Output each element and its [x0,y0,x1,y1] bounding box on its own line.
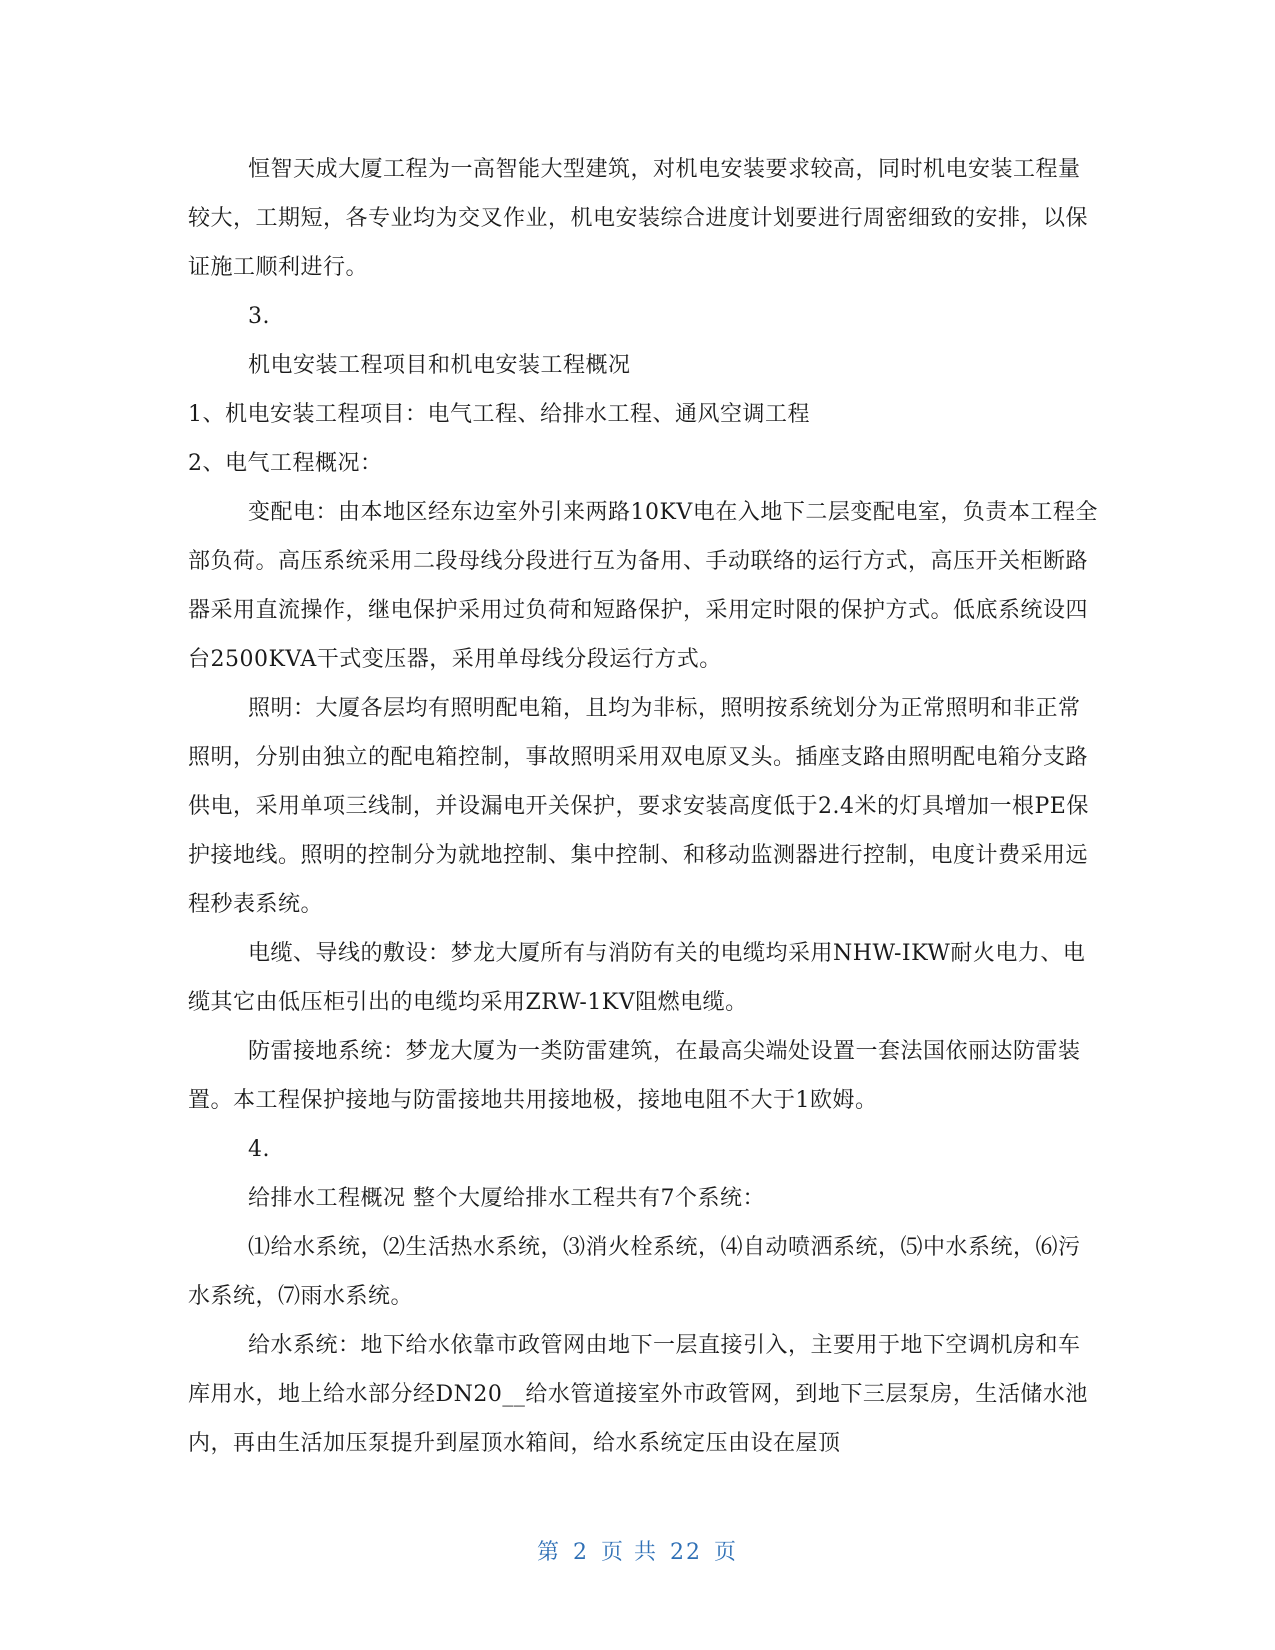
footer-prefix: 第 [536,1540,561,1565]
paragraph-cabling: 电缆、导线的敷设：梦龙大厦所有与消防有关的电缆均采用NHW-IKW耐火电力、电缆其它由低压柜引出的电缆均采用ZRW-1KV阻燃电缆。 [188,941,1086,1015]
paragraph-lighting: 照明：大厦各层均有照明配电箱，且均为非标，照明按系统划分为正常照明和非正常照明，分别由独立的配电箱控制，事故照明采用双电原叉头。插座支路由照明配电箱分支路供电，采用单项三线制，并设漏电开关保护，要求安装高度低于2.4米的灯具增加一根PE保护接地线。照明的控制分为就地控制、集中控制、和移动监测器进行控制，电度计费采用远程秒表系统。 [188,696,1089,917]
paragraph-water-supply: 给水系统：地下给水依靠市政管网由地下一层直接引入，主要用于地下空调机房和车库用水，地上给水部分经DN20__给水管道接室外市政管网，到地下三层泵房，生活储水池内，再由生活加压泵提升到屋顶水箱间，给水系统定压由设在屋顶 [188,1333,1088,1456]
footer-current-page: 2 [573,1540,589,1565]
section-heading-overview: 机电安装工程项目和机电安装工程概况 [248,353,631,378]
section-heading-plumbing: 给排水工程概况 整个大厦给排水工程共有7个系统： [248,1186,765,1211]
paragraph-substation: 变配电：由本地区经东边室外引来两路10KV电在入地下二层变配电室，负责本工程全部负荷。高压系统采用二段母线分段进行互为备用、手动联络的运行方式，高压开关柜断路器采用直流操作，继电保护采用过负荷和短路保护，采用定时限的保护方式。低底系统设四台2500KVA干式变压器，采用单母线分段运行方式。 [188,500,1098,672]
paragraph-lightning-protection: 防雷接地系统：梦龙大厦为一类防雷建筑，在最高尖端处设置一套法国依丽达防雷装置。本工程保护接地与防雷接地共用接地极，接地电阻不大于1欧姆。 [188,1039,1081,1113]
item-project-list: 1、机电安装工程项目：电气工程、给排水工程、通风空调工程 [188,402,810,427]
page-footer [0,1535,1275,1566]
section-number-3: 3. [248,304,270,329]
footer-middle: 页 共 [601,1540,658,1565]
document-body [188,145,1098,1468]
section-number-4: 4. [248,1137,270,1162]
footer-suffix: 页 [714,1540,739,1565]
footer-total-pages: 22 [670,1540,702,1565]
item-electrical-overview: 2、电气工程概况： [188,451,383,476]
paragraph-plumbing-systems: ⑴给水系统，⑵生活热水系统，⑶消火栓系统，⑷自动喷洒系统，⑸中水系统，⑹污水系统，⑺雨水系统。 [188,1235,1081,1309]
paragraph-intro: 恒智天成大厦工程为一高智能大型建筑，对机电安装要求较高，同时机电安装工程量较大，工期短，各专业均为交叉作业，机电安装综合进度计划要进行周密细致的安排，以保证施工顺利进行。 [188,157,1089,280]
